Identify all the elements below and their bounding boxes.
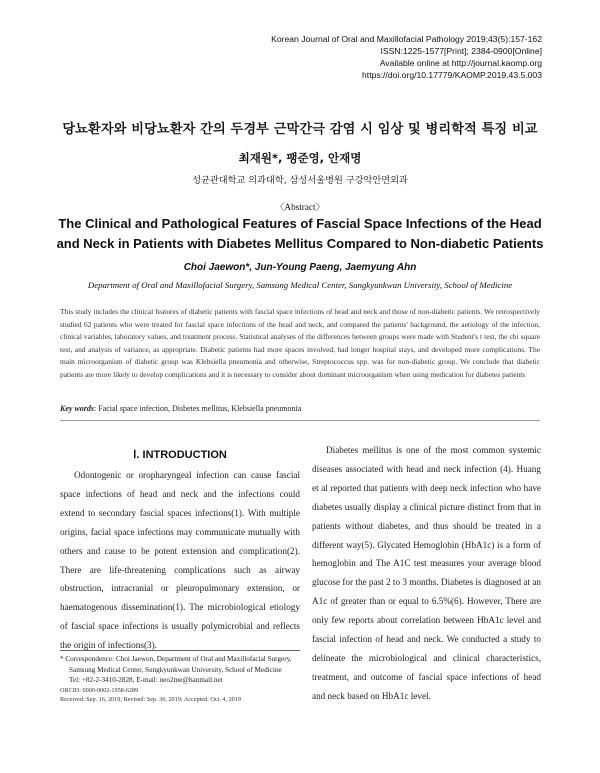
english-authors: Choi Jaewon*, Jun-Young Paeng, Jaemyung Ahn: [183, 262, 417, 273]
intro-paragraph-2: Diabetes mellitus is one of the most common systemic diseases associated with head and neck infection (4). Huang et al reported that patients with deep neck infection who have diabetes usually display a clinical picture distinct from that in patients without diabetes, and thus should be treated in a different way(5). Glycated Hemoglobin (HbA1c) is a form of hemoglobin and The A1C test measures your average blood glucose for the past 2 to 3 months. Diabetes is diagnosed at an A1c of greater than or equal to 6.5%(6). However, There are only few reports about correlation between HbA1c level and fascial infection of head and neck. We conducted a study to delineate the microbiological and clinical characteristics, treatment, and outcome of fascial space infections of head and neck based on HbA1c level.: [312, 445, 541, 701]
english-title: The Clinical and Pathological Features of Fascial Space Infections of the Head and Neck in Patients with Diabetes Mellitus Compared to Non-diabetic Patients: [56, 216, 544, 251]
intro-paragraph-1: Odontogenic or oropharyngeal infection can cause fascial space infections of head and neck and the infections could extend to secondary fascial spaces infections(1). With multiple origins, facial space infections may communicate mutually with others and cause to be potent extension and complication(2). There are life-threatening complications such as airway obstruction, intracranial or pleuropulmonary extension, or haematogenous dissemination(1). The microbiological etiology of fascial space infections is usually polymicrobial and reflects the origin of infections(3).: [60, 470, 300, 651]
journal-header: [271, 33, 542, 81]
keywords: [60, 404, 540, 413]
footnote-divider: [60, 650, 300, 651]
korean-affiliation: 성균관대학교 의과대학, 삼성서울병원 구강악안면외과: [192, 175, 408, 186]
journal-citation: Korean Journal of Oral and Maxillofacial Pathology 2019;43(5):157-162: [271, 34, 542, 44]
abstract-divider: [60, 420, 540, 421]
keywords-list: : Facial space infection, Disbetes mellitus, Klebsiella pneumonia: [94, 404, 302, 413]
section-title-introduction: Ⅰ. INTRODUCTION: [133, 449, 227, 461]
footnote: [60, 654, 300, 705]
journal-doi[interactable]: https://doi.org/10.17779/KAOMP.2019.43.5.003: [362, 70, 542, 81]
abstract-label: 〈Abstract〉: [275, 202, 325, 212]
journal-url[interactable]: Available online at http://journal.kaomp.org: [379, 58, 542, 69]
korean-authors: 최재원*, 팽준영, 안재명: [238, 151, 362, 165]
footnote-correspondence: * Correspondence: Choi Jaewon, Department of Oral and Maxillofacial Surgery, Samsung Medical Center, Sungkyunkwan University, School of Medicine: [60, 655, 292, 674]
english-department: Department of Oral and Maxillofacial Surgery, Samsung Medical Center, Sungkyunkwan University, School of Medicine: [87, 280, 513, 290]
footnote-orcid: ORCID: 0000-0002-1958-6289: [60, 686, 139, 694]
keywords-label: Key words: [60, 404, 94, 413]
journal-issn: ISSN:1225-1577[Print]; 2384-0900[Online]: [380, 46, 542, 57]
intro-right-column: [312, 441, 541, 706]
intro-left-column: [60, 466, 300, 655]
footnote-dates: Received: Sep. 16, 2019; Revised: Sep. 30, 2019; Accepted: Oct. 4, 2019: [60, 696, 241, 704]
abstract-body: This study includes the clinical features of diabetic patients with fascial space infections of head and neck and those of non-diabetic patients. We retrospectively studied 62 patients who were treated for fascial space infections of the head and neck, and compared the patients' background, the aetiology of the infection, clinical variables, laboratory values, and treatment process. Statistical analyses of the differences between groups were made with Student's t test, the chi square test, and analysis of variance, as appropriate. Diabetic patients had more spaces involved, had longer hospital stays, and developed more complications. The main microorganism of diabetic group was Klebsiella pneumonia and otherwise, Streptococcus spp. was for non-diabetic group. We conclude that diabetic patients are more likely to develop complications and it is necessary to consider about dominant microorganism when using medication for diabetes patients: [60, 307, 540, 379]
footnote-contact: Tel: +82-2-3410-2828, E-mail: neo2me@hanmail.net: [69, 676, 223, 684]
korean-title: 당뇨환자와 비당뇨환자 간의 두경부 근막간극 감염 시 임상 및 병리학적 특징 비교: [62, 122, 538, 137]
